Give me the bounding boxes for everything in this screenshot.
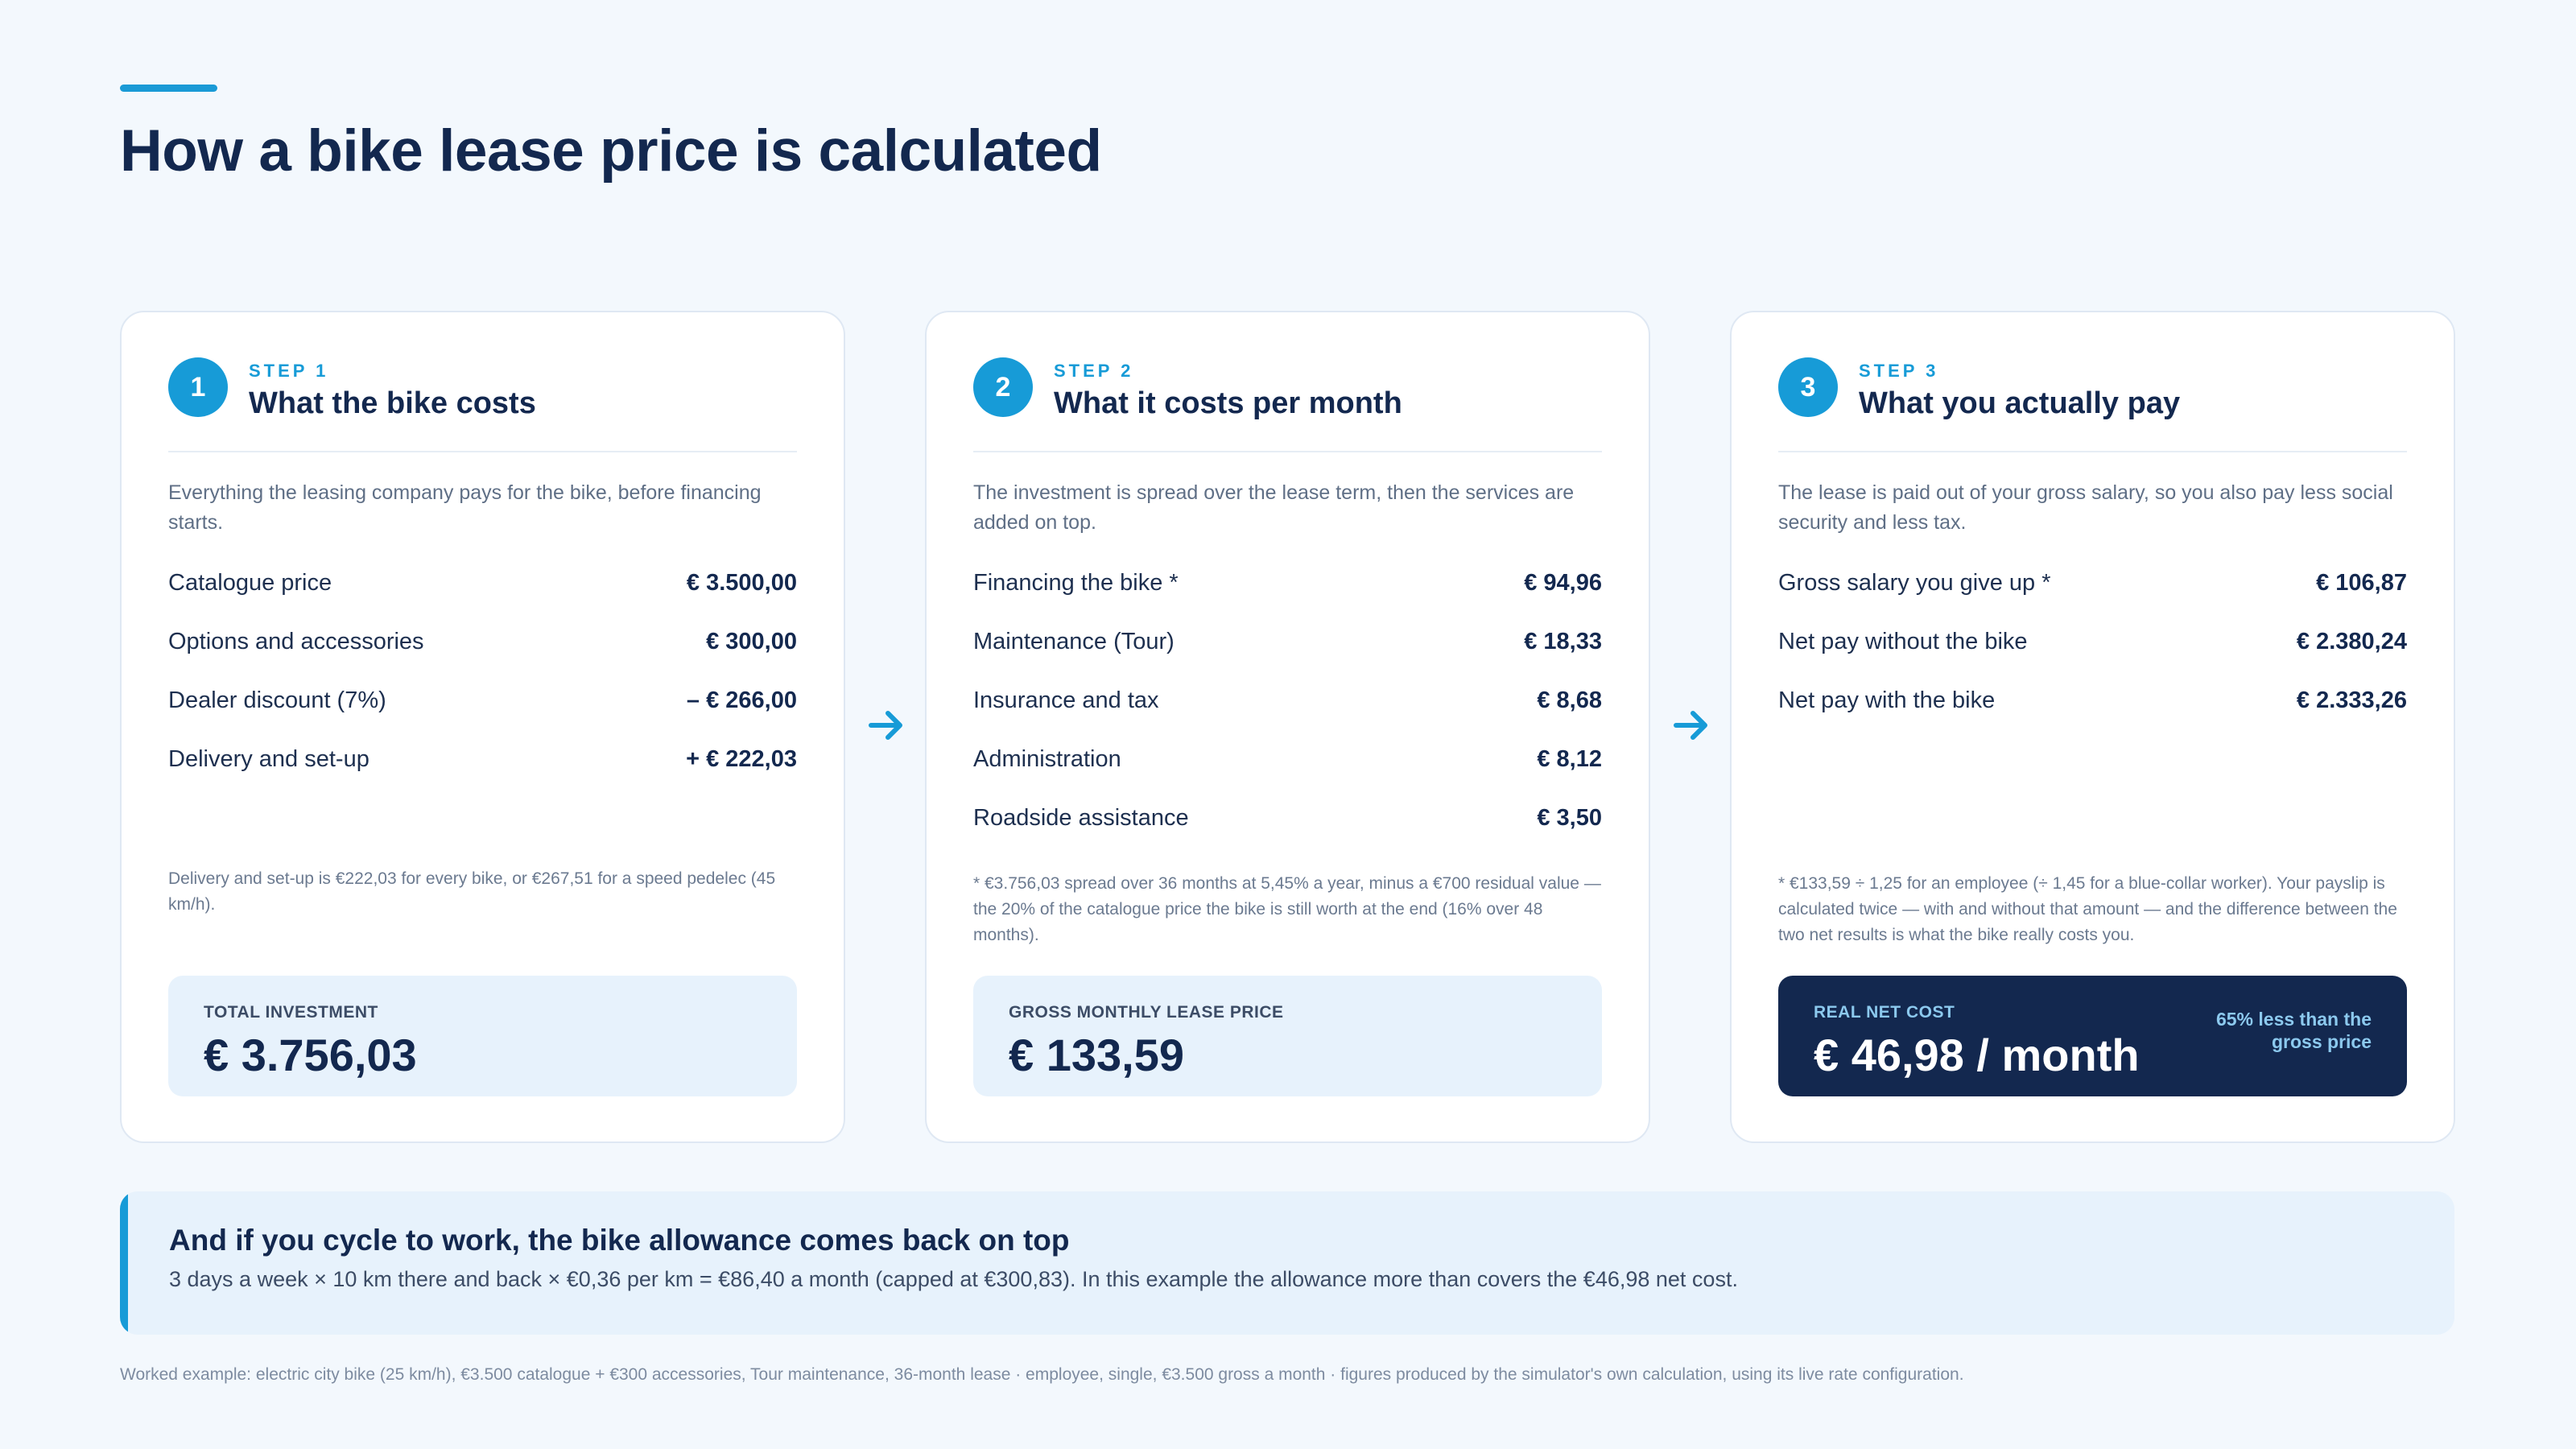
title-accent-bar (120, 85, 217, 92)
cost-row-value: € 3.500,00 (686, 570, 797, 596)
cost-row (168, 671, 797, 730)
cost-row-label: Roadside assistance (973, 805, 1189, 831)
step-title: What the bike costs (249, 386, 536, 420)
cost-row-value: € 106,87 (2316, 570, 2407, 596)
cost-row (973, 613, 1602, 671)
cost-row (1778, 554, 2407, 613)
cost-row-label: Options and accessories (168, 629, 424, 654)
step-number-badge: 1 (168, 357, 228, 417)
cost-row-label: Net pay with the bike (1778, 687, 1996, 713)
cost-row (973, 671, 1602, 730)
cost-row-value: € 8,12 (1537, 746, 1602, 772)
step-title: What you actually pay (1859, 386, 2181, 420)
cost-row (973, 789, 1602, 848)
cost-row-value: + € 222,03 (686, 746, 797, 772)
callout-title: And if you cycle to work, the bike allowance comes back on top (169, 1224, 1070, 1257)
total-label: TOTAL INVESTMENT (204, 1003, 378, 1022)
savings-note: 65% less than the gross price (2215, 1009, 2372, 1052)
total-label: GROSS MONTHLY LEASE PRICE (1009, 1003, 1284, 1022)
cost-row (168, 613, 797, 671)
step-number-badge: 3 (1778, 357, 1838, 417)
cost-rows (973, 554, 1602, 848)
cost-row-value: € 3,50 (1537, 805, 1602, 831)
step-intro: Everything the leasing company pays for the bike, before financing starts. (168, 481, 762, 534)
step-intro: The investment is spread over the lease term, then the services are added on top. (973, 481, 1575, 534)
cost-row-value: € 300,00 (706, 629, 797, 654)
callout-accent-stripe (120, 1191, 128, 1335)
step-card-3 (1730, 311, 2455, 1143)
cost-row-value: € 94,96 (1524, 570, 1602, 596)
cost-row (973, 554, 1602, 613)
step-card-1 (120, 311, 845, 1143)
cost-row (1778, 671, 2407, 730)
callout-text: 3 days a week × 10 km there and back × €0,36 per km = €86,40 a month (capped at €300,83). In this example the allowance more than covers the €46,98 net cost. (169, 1267, 1738, 1291)
cost-row (168, 554, 797, 613)
cost-row-label: Delivery and set-up (168, 746, 369, 772)
cost-row (168, 730, 797, 789)
card-divider (168, 451, 797, 452)
cost-row-label: Dealer discount (7%) (168, 687, 386, 713)
cost-row-value: – € 266,00 (686, 687, 797, 713)
cost-row (1778, 613, 2407, 671)
cost-row-value: € 8,68 (1537, 687, 1602, 713)
total-value: € 3.756,03 (204, 1030, 417, 1080)
total-value: € 133,59 (1009, 1030, 1184, 1080)
gross-lease-price-box (973, 976, 1602, 1096)
step-number-badge: 2 (973, 357, 1033, 417)
cost-row-value: € 2.333,26 (2296, 687, 2407, 713)
page-title: How a bike lease price is calculated (120, 118, 1102, 184)
step-label: STEP 2 (1054, 361, 1134, 381)
cost-row-value: € 18,33 (1524, 629, 1602, 654)
step-footnote: * €3.756,03 spread over 36 months at 5,45% a year, minus a €700 residual value — the 20% of the catalogue price the bike is still worth at the end (16% over 48 months). (973, 874, 1601, 944)
bike-allowance-callout (120, 1191, 2454, 1335)
cost-row (973, 730, 1602, 789)
step-card-2 (925, 311, 1650, 1143)
step-label: STEP 1 (249, 361, 329, 381)
real-net-cost-box (1778, 976, 2407, 1096)
step-intro: The lease is paid out of your gross salary, so you also pay less social security and less tax. (1778, 481, 2393, 534)
step-label: STEP 3 (1859, 361, 1939, 381)
arrow-right-icon (866, 705, 906, 745)
step-footnote: * €133,59 ÷ 1,25 for an employee (÷ 1,45 for a blue-collar worker). Your payslip is calculated twice — with and without that amount — and the difference between the two net results is what the bike really costs you. (1778, 874, 2397, 944)
cost-row-label: Maintenance (Tour) (973, 629, 1174, 654)
cost-row-label: Insurance and tax (973, 687, 1159, 713)
step-footnote: Delivery and set-up is €222,03 for every bike, or €267,51 for a speed pedelec (45 km/h). (168, 869, 776, 914)
cost-row-label: Gross salary you give up * (1778, 570, 2051, 596)
cost-row-label: Net pay without the bike (1778, 629, 2028, 654)
cost-rows (1778, 554, 2407, 730)
cost-row-label: Catalogue price (168, 570, 332, 596)
total-label: REAL NET COST (1814, 1003, 1955, 1022)
total-value: € 46,98 / month (1814, 1030, 2140, 1080)
card-divider (1778, 451, 2407, 452)
card-divider (973, 451, 1602, 452)
cost-row-label: Administration (973, 746, 1121, 772)
arrow-right-icon (1671, 705, 1711, 745)
cost-row-value: € 2.380,24 (2296, 629, 2407, 654)
total-investment-box (168, 976, 797, 1096)
cost-rows (168, 554, 797, 789)
cost-row-label: Financing the bike * (973, 570, 1179, 596)
step-title: What it costs per month (1054, 386, 1402, 420)
page-footnote: Worked example: electric city bike (25 km/h), €3.500 catalogue + €300 accessories, Tour maintenance, 36-month lease · employee, single, €3.500 gross a month · figures produced by the simulator's own calculation, using its live rate configuration. (120, 1365, 1964, 1384)
